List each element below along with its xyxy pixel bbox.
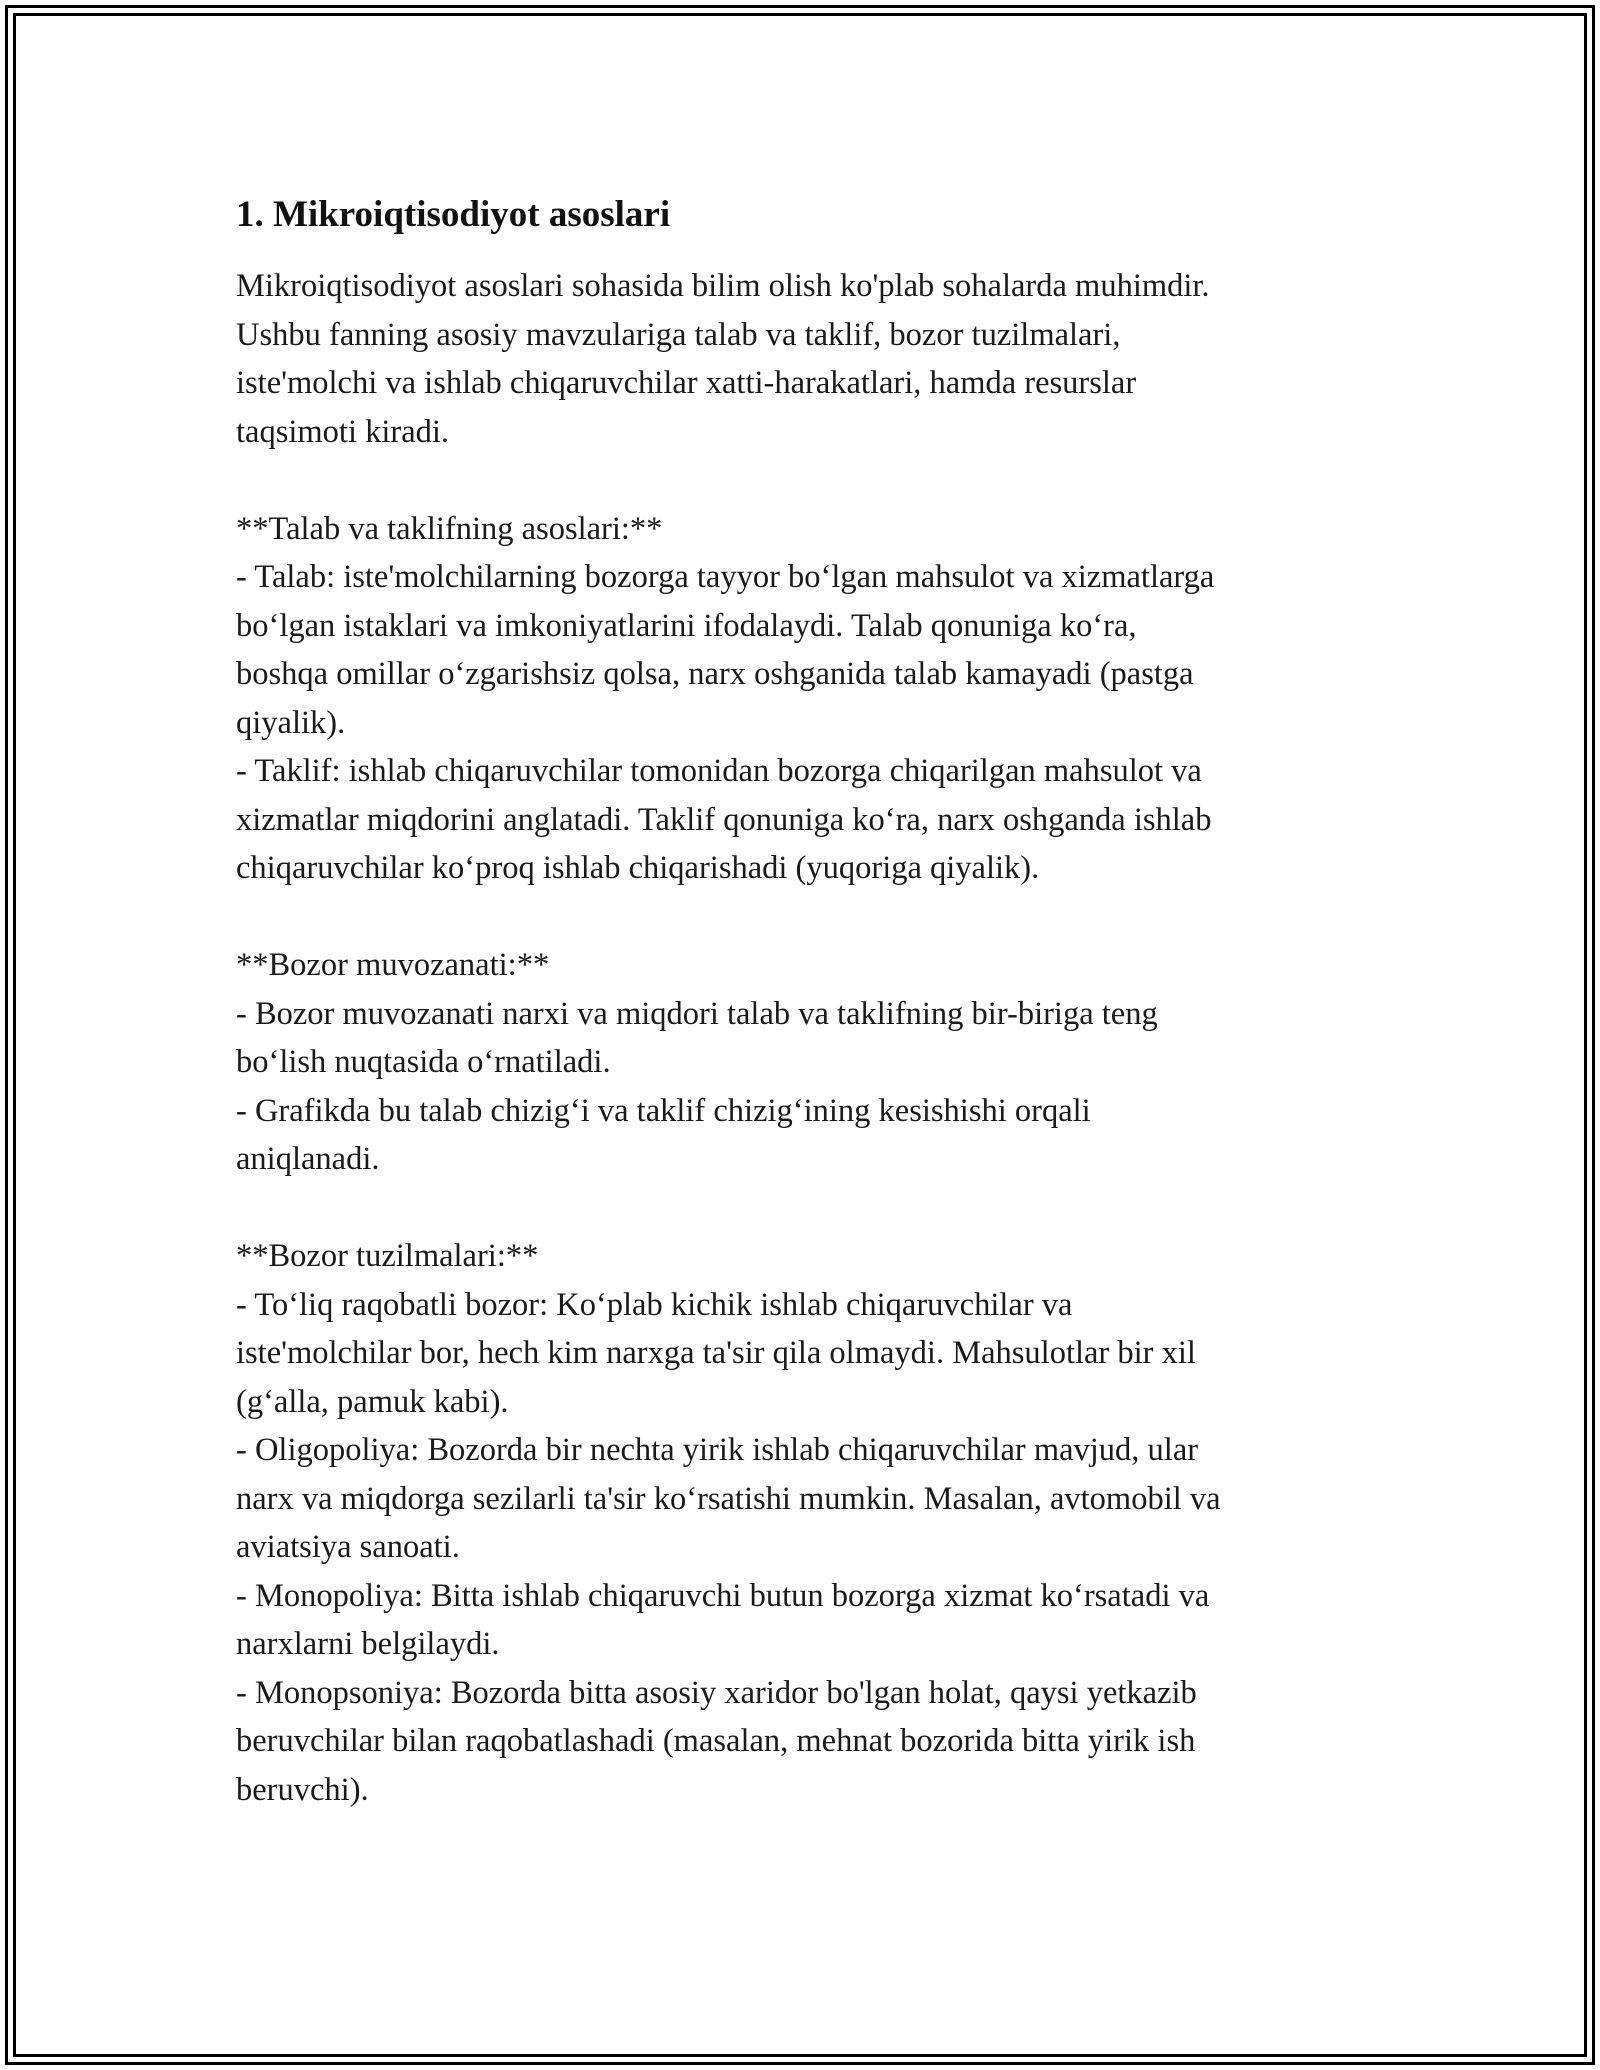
text-line: (g‘alla, pamuk kabi). — [236, 1383, 509, 1420]
subsection-title: **Bozor muvozanati:** — [236, 947, 550, 983]
text-line: - Talab: iste'molchilarning bozorga tayyor bo‘lgan mahsulot va xizmatlarga — [236, 559, 1215, 595]
text-line: - Monopsoniya: Bozorda bitta asosiy xaridor bo'lgan holat, qaysi yetkazib — [236, 1674, 1197, 1711]
subsection-title: **Bozor tuzilmalari:** — [236, 1238, 539, 1274]
text-line: iste'molchi va ishlab chiqaruvchilar xatti-harakatlari, hamda resurslar — [236, 365, 1137, 401]
equilibrium-section — [236, 941, 1376, 1184]
text-line: iste'molchilar bor, hech kim narxga ta'sir qila olmaydi. Mahsulotlar bir xil — [236, 1335, 1196, 1371]
text-line: bo‘lish nuqtasida o‘rnatiladi. — [236, 1044, 611, 1080]
text-line: aniqlanadi. — [236, 1141, 380, 1177]
demand-supply-section — [236, 505, 1376, 893]
text-line: narxlarni belgilaydi. — [236, 1626, 500, 1662]
text-line: beruvchilar bilan raqobatlashadi (masalan, mehnat bozorida bitta yirik ish — [236, 1723, 1196, 1759]
text-line: - Bozor muvozanati narxi va miqdori talab va taklifning bir-biriga teng — [236, 995, 1158, 1032]
text-line: beruvchi). — [236, 1771, 369, 1808]
text-line: boshqa omillar o‘zgarishsiz qolsa, narx oshganida talab kamayadi (pastga — [236, 656, 1194, 692]
text-line: qiyalik). — [236, 704, 346, 741]
text-line: Mikroiqtisodiyot asoslari sohasida bilim olish ko'plab sohalarda muhimdir. — [236, 268, 1210, 304]
text-line: chiqaruvchilar ko‘proq ishlab chiqarishadi (yuqoriga qiyalik). — [236, 850, 1040, 886]
text-line: - Monopoliya: Bitta ishlab chiqaruvchi butun bozorga xizmat ko‘rsatadi va — [236, 1577, 1210, 1614]
text-line: Ushbu fanning asosiy mavzulariga talab va taklif, bozor tuzilmalari, — [236, 316, 1121, 353]
text-line: - Taklif: ishlab chiqaruvchilar tomonidan bozorga chiqarilgan mahsulot va — [236, 753, 1202, 789]
text-line: bo‘lgan istaklari va imkoniyatlarini ifodalaydi. Talab qonuniga ko‘ra, — [236, 607, 1137, 644]
text-line: narx va miqdorga sezilarli ta'sir ko‘rsatishi mumkin. Masalan, avtomobil va — [236, 1480, 1221, 1517]
text-line: xizmatlar miqdorini anglatadi. Taklif qonuniga ko‘ra, narx oshganda ishlab — [236, 801, 1212, 838]
subsection-title: **Talab va taklifning asoslari:** — [236, 510, 663, 547]
text-line: - Grafikda bu talab chizig‘i va taklif chizig‘ining kesishishi orqali — [236, 1092, 1091, 1129]
text-line: - Oligopoliya: Bozorda bir nechta yirik ishlab chiqaruvchilar mavjud, ular — [236, 1432, 1199, 1468]
text-line: taqsimoti kiradi. — [236, 413, 450, 450]
text-line: - To‘liq raqobatli bozor: Ko‘plab kichik ishlab chiqaruvchilar va — [236, 1286, 1073, 1323]
document-body — [236, 186, 1376, 1814]
intro-paragraph — [236, 262, 1376, 456]
section-heading: 1. Mikroiqtisodiyot asoslari — [236, 194, 671, 235]
text-line: aviatsiya sanoati. — [236, 1529, 460, 1565]
market-structures-section — [236, 1232, 1376, 1814]
